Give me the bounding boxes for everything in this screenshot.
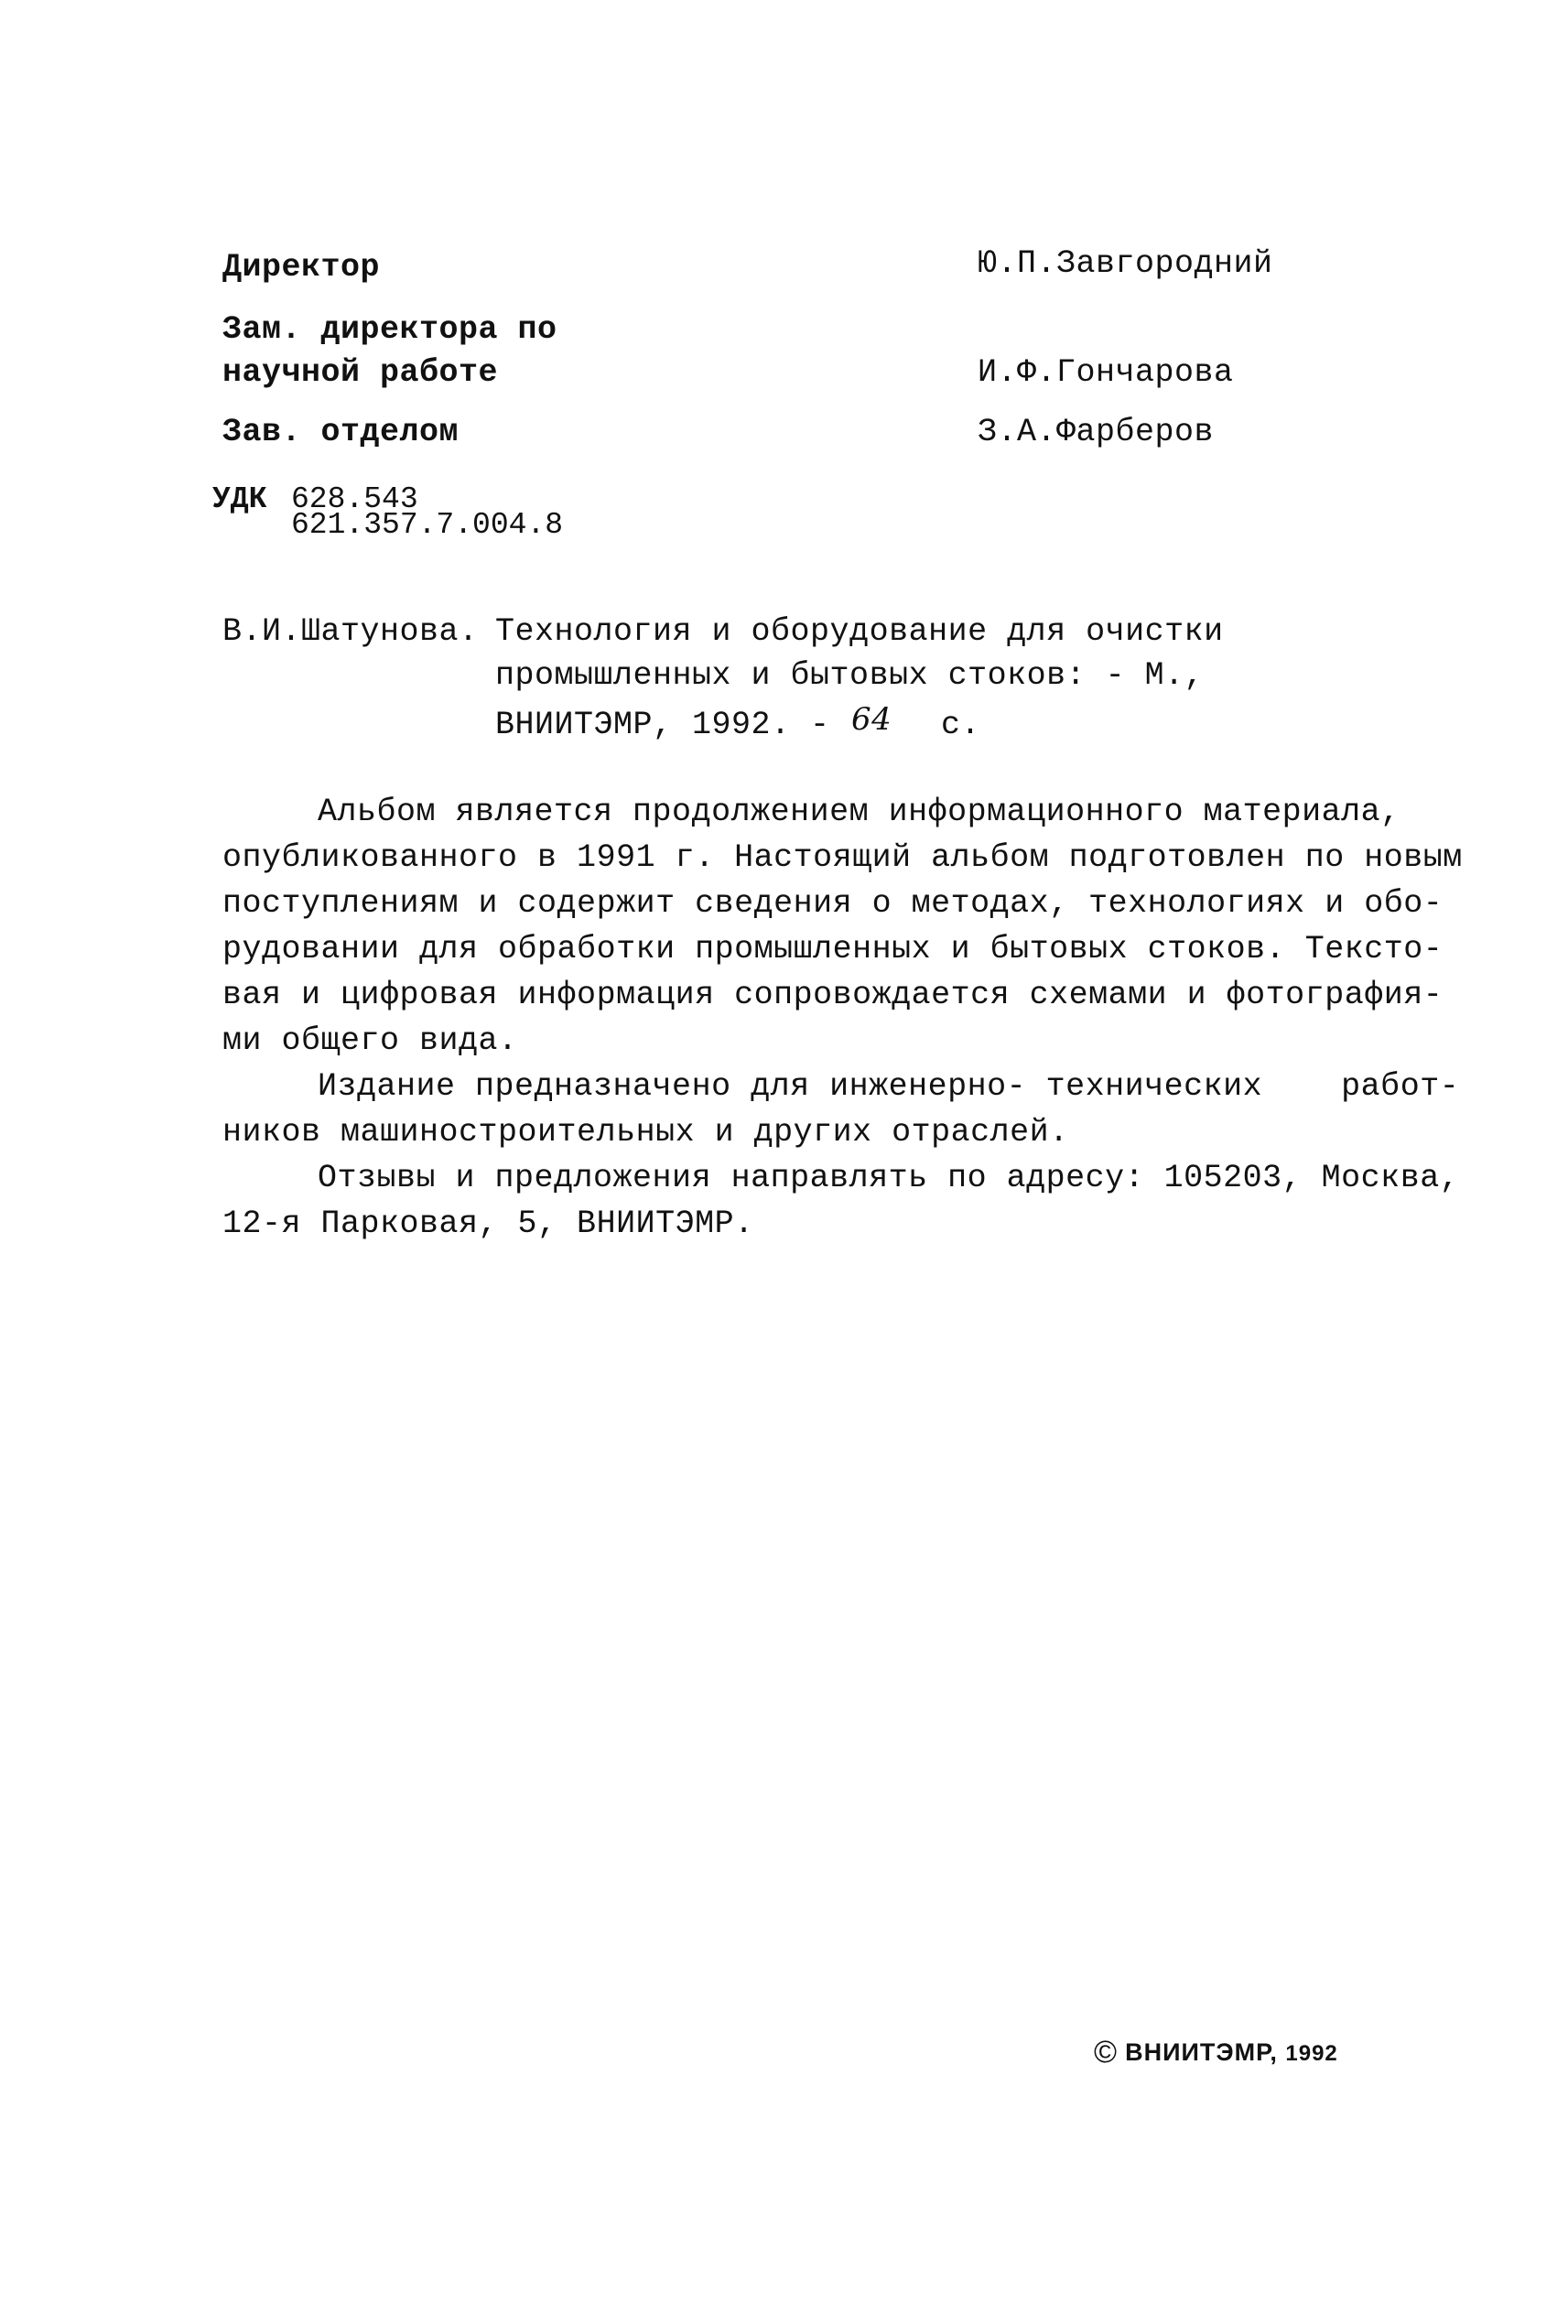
copyright-year: 1992 <box>1285 2041 1338 2066</box>
abstract-line-8: ников машиностроительных и других отраслей. <box>222 1114 1069 1151</box>
copyright-notice <box>1078 2008 1338 2069</box>
abstract-line-3: поступлениям и содержит сведения о методах, технологиях и обо- <box>222 885 1444 922</box>
abstract-line-10: 12-я Парковая, 5, ВНИИТЭМР. <box>222 1205 754 1242</box>
name-director: Ю.П.Завгородний <box>978 245 1273 282</box>
role-head-of-department: Зав. отделом <box>222 414 460 450</box>
abstract-line-9: Отзывы и предложения направлять по адресу: 105203, Москва, <box>318 1160 1460 1196</box>
abstract-line-5: вая и цифровая информация сопровождается схемами и фотография- <box>222 977 1444 1013</box>
name-deputy-director: И.Ф.Гончарова <box>978 354 1234 391</box>
citation-page-count-handwritten: 64 <box>851 701 892 738</box>
role-deputy-director-line2: научной работе <box>222 354 499 391</box>
copyright-publisher: ВНИИТЭМР, <box>1125 2038 1278 2066</box>
role-deputy-director-line1: Зам. директора по <box>222 311 557 348</box>
name-head-of-department: З.А.Фарберов <box>978 414 1215 450</box>
abstract-line-2: опубликованного в 1991 г. Настоящий альбом подготовлен по новым <box>222 839 1463 876</box>
citation-author: В.И.Шатунова. <box>222 613 479 650</box>
udk-code-1: 628.543 <box>291 482 418 516</box>
role-director: Директор <box>222 249 381 286</box>
citation-line-1: Технология и оборудование для очистки <box>495 613 1224 650</box>
citation-line-2: промышленных и бытовых стоков: - М., <box>495 657 1205 694</box>
abstract-line-7: Издание предназначено для инженерно- технических работ- <box>318 1068 1460 1105</box>
udk-code-2: 621.357.7.004.8 <box>291 508 564 542</box>
citation-line-3-prefix: ВНИИТЭМР, 1992. - <box>495 707 830 743</box>
abstract-line-6: ми общего вида. <box>222 1022 518 1059</box>
citation-line-3-suffix: с. <box>941 707 981 743</box>
copyright-symbol: © <box>1094 2035 1119 2070</box>
udk-label: УДК <box>212 482 267 516</box>
abstract-line-1: Альбом является продолжением информационного материала, <box>318 794 1400 830</box>
abstract-line-4: рудовании для обработки промышленных и бытовых стоков. Тексто- <box>222 931 1444 967</box>
